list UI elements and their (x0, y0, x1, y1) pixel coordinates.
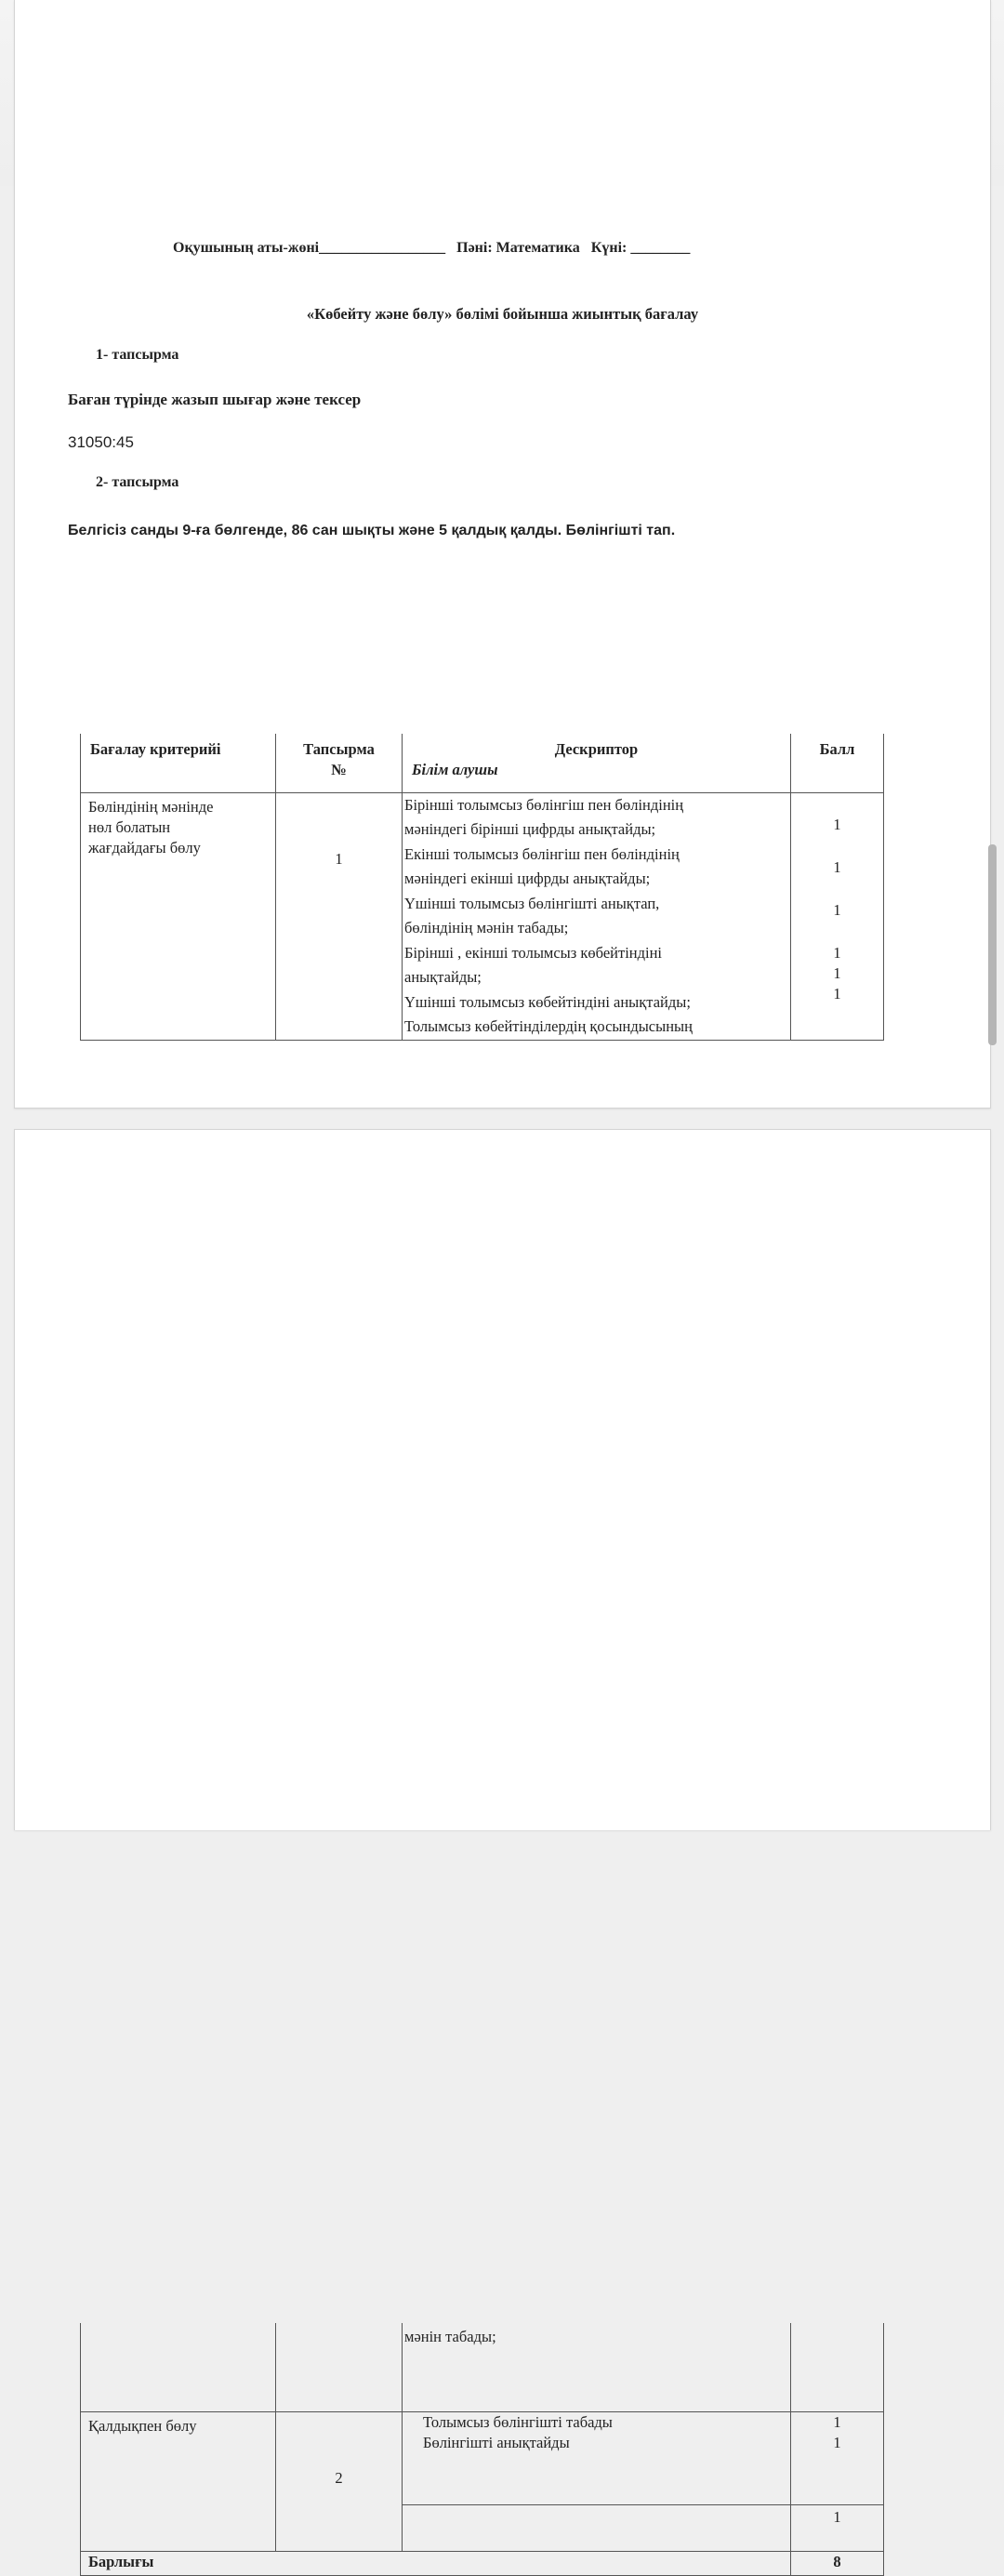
task1-expression: 31050:45 (68, 433, 134, 451)
score-value: 1 (833, 2433, 841, 2451)
table-row (81, 2411, 884, 2504)
subject-label: Пәні: Математика (456, 240, 580, 256)
row1-task-number-value: 1 (335, 849, 343, 868)
score-value: 1 (833, 963, 841, 982)
header-task-number-line1: Тапсырма (303, 740, 375, 758)
total-value: 8 (791, 2551, 884, 2575)
student-info-line (173, 240, 690, 257)
student-name-blank: _________________ (319, 240, 446, 256)
score-value: 1 (833, 2507, 841, 2526)
descriptor-line: мәнін табады; (404, 2328, 496, 2345)
score-value: 1 (833, 2412, 841, 2431)
row2-descriptor (403, 2411, 791, 2504)
header-descriptor-subtitle: Білім алушы (412, 761, 498, 778)
total-label: Барлығы (81, 2551, 791, 2575)
row2-task-number-value: 2 (335, 2468, 343, 2487)
assessment-table-part1 (80, 734, 884, 1041)
row2-scores (791, 2411, 884, 2504)
date-blank: ________ (630, 240, 691, 256)
descriptor-line: анықтайды; (404, 968, 482, 986)
score-value: 1 (833, 984, 841, 1003)
header-criteria: Бағалау критерийі (81, 734, 276, 792)
scrollbar-thumb[interactable] (988, 844, 997, 1045)
descriptor-line: бөліндінің мәнін табады; (404, 919, 569, 936)
table-row (81, 2323, 884, 2411)
table-header-row (81, 734, 884, 792)
descriptor-line: Үшінші толымсыз бөлінгішті анықтап, (404, 894, 660, 912)
descriptor-line: Екінші толымсыз бөлінгіш пен бөліндінің (404, 844, 680, 863)
row1-descriptor (403, 792, 791, 1040)
assessment-table-part2 (80, 2323, 884, 2576)
descriptor-line: мәніндегі екінші цифрды анықтайды; (404, 870, 651, 887)
student-name-label: Оқушының аты-жөні (173, 240, 320, 256)
score-value: 1 (833, 857, 841, 876)
row2-task-number (276, 2411, 403, 2551)
task1-heading: 1- тапсырма (96, 347, 179, 363)
header-score: Балл (791, 734, 884, 792)
date-label: Күні: (590, 240, 628, 256)
row1-task-number-continued (276, 2323, 403, 2411)
header-descriptor (403, 734, 791, 792)
descriptor-line: Бірінші толымсыз бөлінгіш пен бөліндінің (404, 795, 684, 814)
row2-extra-score (791, 2504, 884, 2551)
score-value: 1 (833, 900, 841, 919)
score-value: 1 (833, 943, 841, 962)
document-page-2 (14, 1129, 991, 2570)
task2-text: Белгісіз санды 9-ға бөлгенде, 86 сан шықты және 5 қалдық қалды. Бөлінгішті тап. (68, 523, 676, 538)
descriptor-line: Толымсыз бөлінгішті табады (423, 2412, 613, 2431)
header-task-number (276, 734, 403, 792)
row1-criteria-line: нөл болатын (88, 817, 171, 836)
row1-scores (791, 792, 884, 1040)
row1-criteria-line: жағдайдағы бөлу (88, 838, 201, 856)
descriptor-line: Үшінші толымсыз көбейтіндіні анықтайды; (404, 992, 691, 1011)
document-title: «Көбейту және бөлу» бөлімі бойынша жиынтық бағалау (306, 305, 699, 323)
row2-descriptor-extra (403, 2504, 791, 2551)
row1-descriptor-continued (403, 2323, 791, 2411)
row1-criteria (81, 792, 276, 1040)
row2-criteria: Қалдықпен бөлу (81, 2411, 276, 2551)
row1-criteria-line: Бөліндінің мәнінде (88, 797, 214, 816)
descriptor-line: мәніндегі бірінші цифрды анықтайды; (404, 820, 656, 838)
task2-heading: 2- тапсырма (96, 474, 179, 490)
header-descriptor-title: Дескриптор (554, 740, 639, 758)
row1-score-continued (791, 2323, 884, 2411)
row1-criteria-continued (81, 2323, 276, 2411)
task1-instruction: Баған түрінде жазып шығар және тексер (68, 391, 362, 408)
table-total-row (81, 2551, 884, 2575)
descriptor-line: Бөлінгішті анықтайды (423, 2433, 570, 2451)
document-page-1 (14, 0, 991, 1109)
header-task-number-line2: № (331, 761, 347, 778)
table-row (81, 792, 884, 1040)
descriptor-line: Бірінші , екінші толымсыз көбейтіндіні (404, 943, 663, 962)
descriptor-line: Толымсыз көбейтінділердің қосындысының (404, 1017, 693, 1035)
score-value: 1 (833, 815, 841, 833)
row1-task-number (276, 792, 403, 1040)
